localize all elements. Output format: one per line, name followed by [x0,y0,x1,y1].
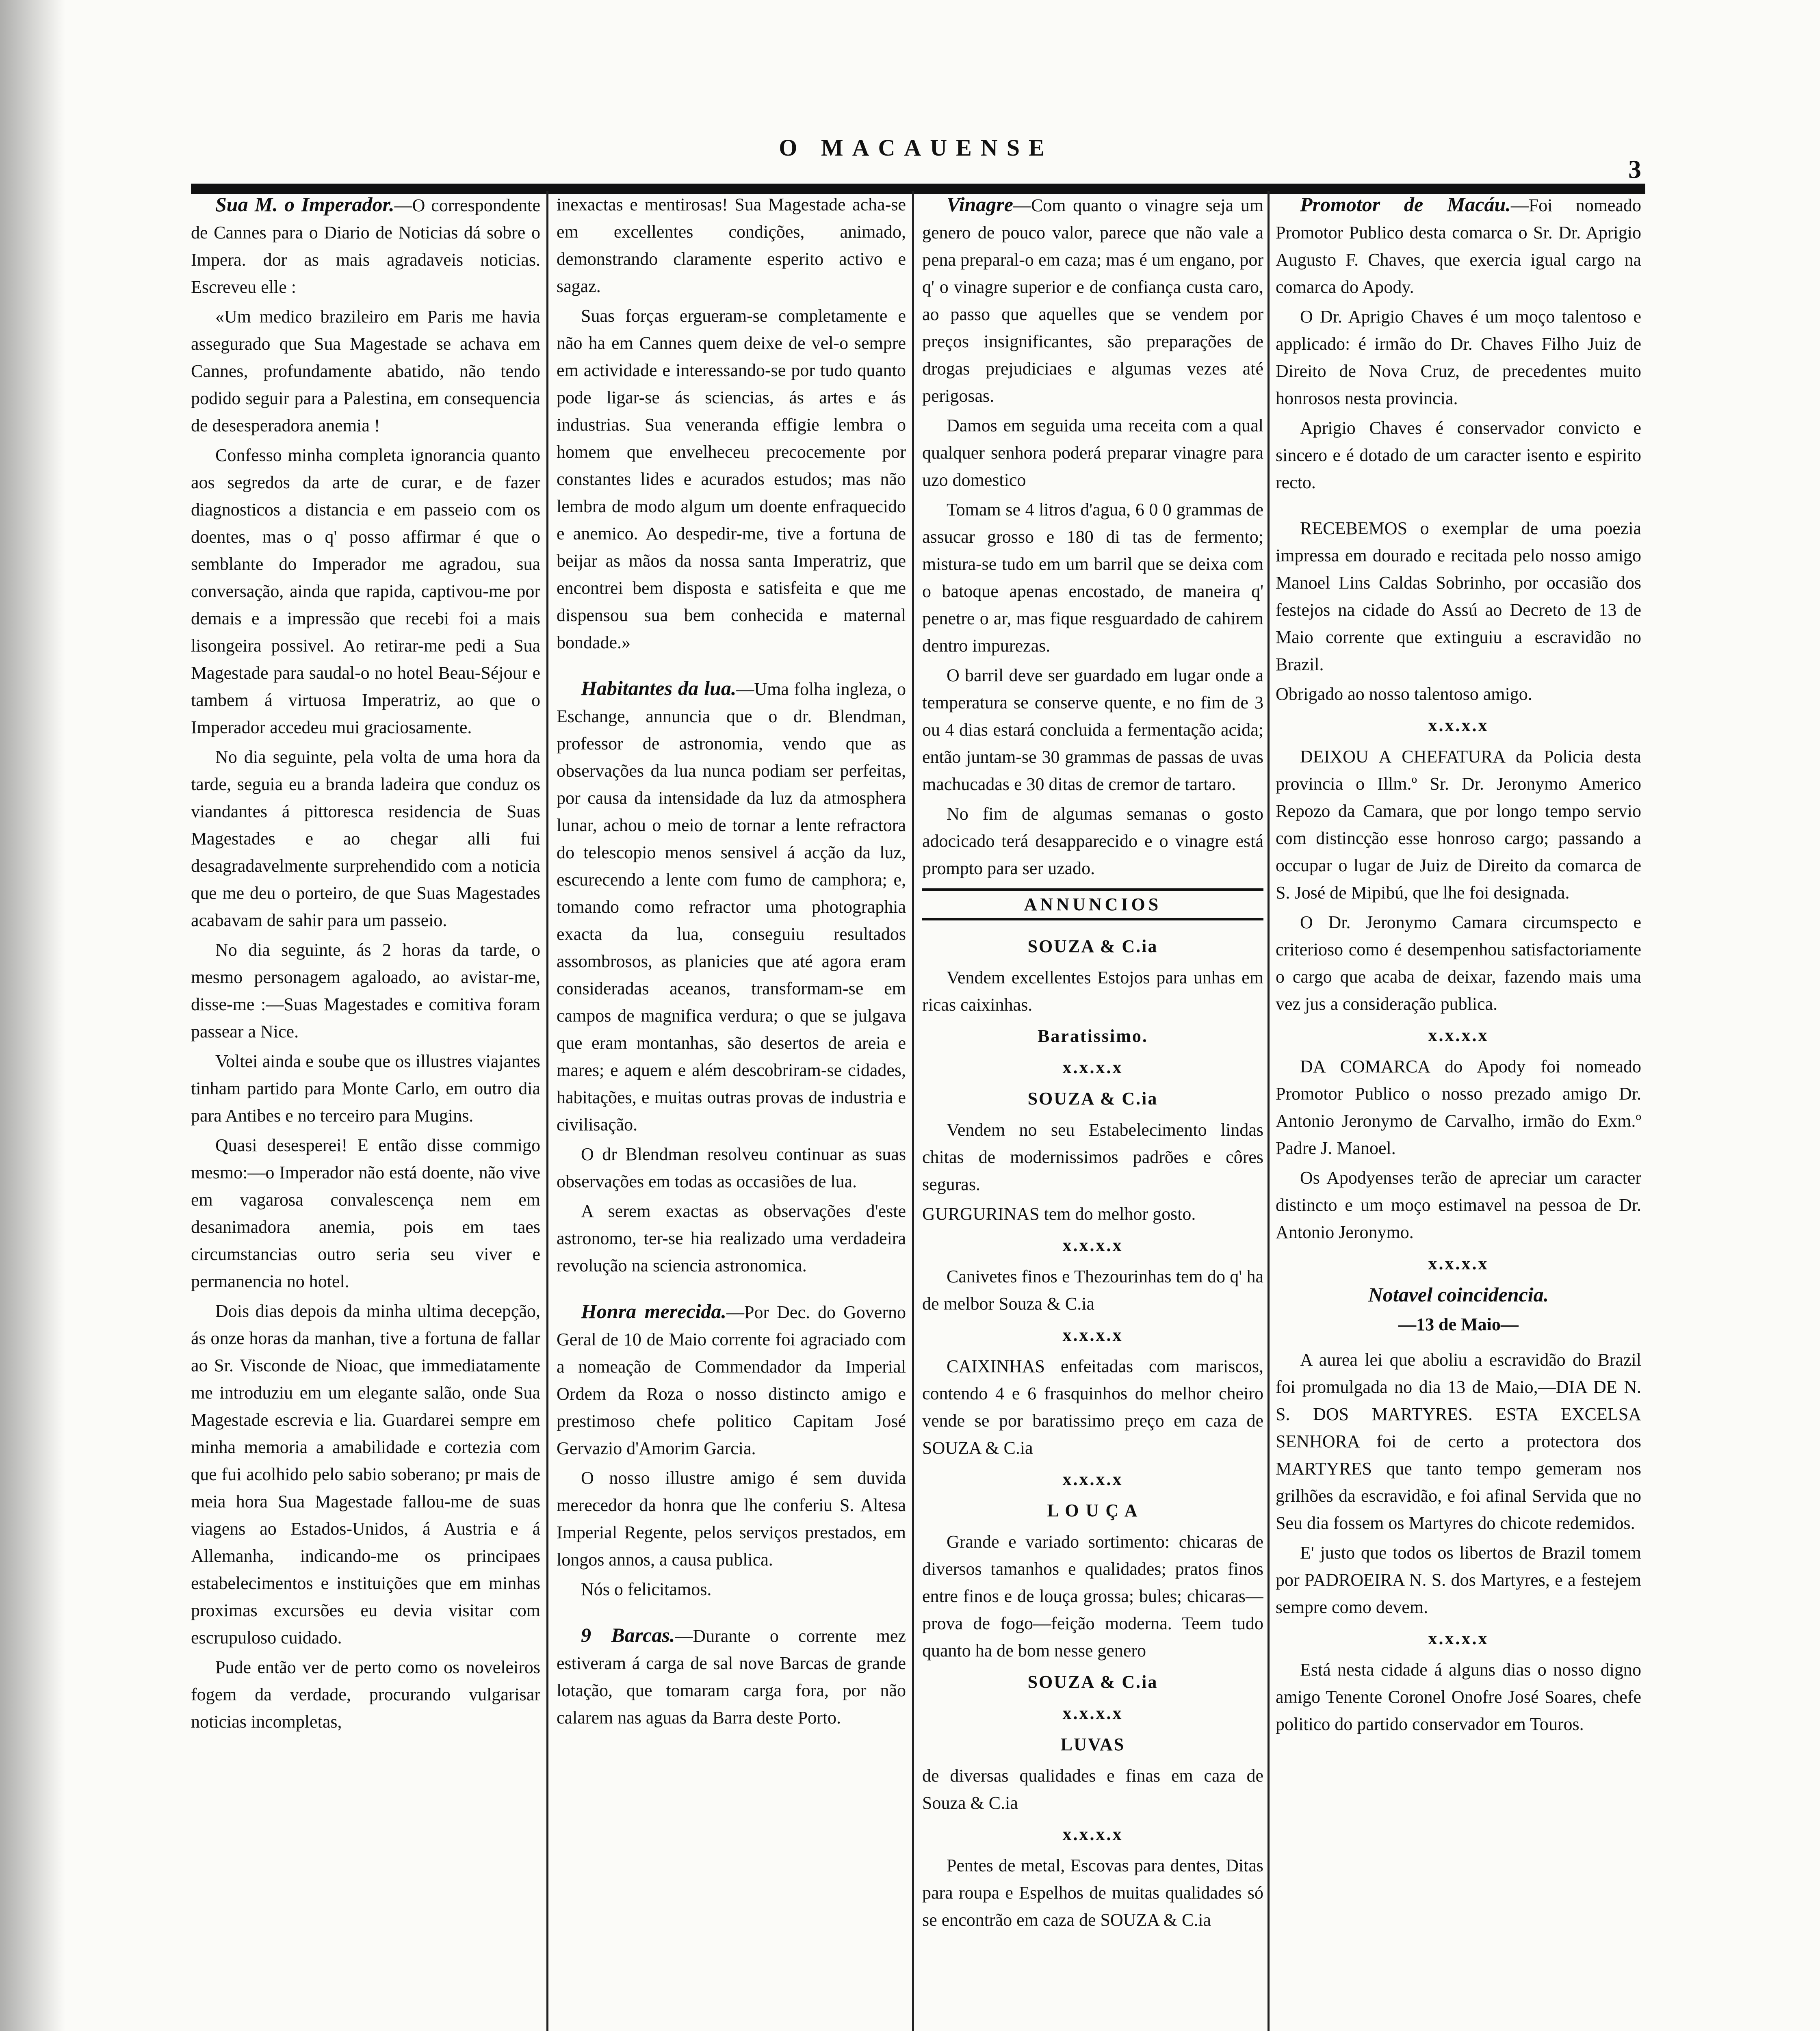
separator: x.x.x.x [1428,715,1489,735]
article-heading: Sua M. o Imperador. [215,193,394,216]
article-heading: 9 Barcas. [581,1624,675,1646]
paragraph: DA COMARCA do Apody foi nomeado Promotor Publico o nosso prezado amigo Dr. Antonio Jeronymo de Carvalho, irmão do Exm.º Padre J. Manoel. [1276,1057,1641,1158]
paragraph: Confesso minha completa ignorancia quanto aos segredos da arte de curar, e de fazer diagnosticos a distancia e em passeio com os doentes, mas o q' posso affirmar é que o semblante do Imperador me agradou, sua conversação, ainda que rapida, captivou-me por demais e a impressão que recebi foi a mais lisongeira possivel. Ao retirar-me pedi a Sua Magestade para saudal-o no hotel Beau-Séjour e tambem á virtuosa Imperatriz, ao que o Imperador accedeu mui graciosamente. [191,445,540,737]
article-heading: Honra merecida. [581,1300,726,1323]
paragraph: «Um medico brazileiro em Paris me havia assegurado que Sua Magestade se achava em Cannes, profundamente abatido, não tendo podido seguir para a Palestina, em consequencia de desesperadora anemia ! [191,307,540,435]
article-text: —Foi nomeado Promotor Publico desta comarca o Sr. Dr. Aprigio Augusto F. Chaves, que exercia igual cargo na comarca do Apody. [1276,195,1641,297]
article-heading: Notavel coincidencia. [1368,1283,1549,1306]
separator: x.x.x.x [1062,1703,1123,1723]
advertiser-name: SOUZA & C.ia [1027,1672,1158,1692]
separator: x.x.x.x [1062,1824,1123,1844]
article-subheading: —13 de Maio— [1398,1314,1519,1334]
ad-text: CAIXINHAS enfeitadas com mariscos, contendo 4 e 6 frasquinhos do melhor cheiro vende se por baratissimo preço em caza de SOUZA & C.ia [922,1356,1263,1458]
paragraph: No fim de algumas semanas o gosto adocicado terá desapparecido e o vinagre está prompto para ser uzado. [922,804,1263,878]
paragraph: O Dr. Jeronymo Camara circumspecto e criterioso como é desempenhou satisfactoriamente o cargo que acaba de deixar, fazendo mais uma vez jus a consideração publica. [1276,912,1641,1014]
paragraph: Suas forças ergueram-se completamente e não ha em Cannes quem deixe de vel-o sempre em actividade e interessando-se por tudo quanto pode ligar-se ás sciencias, ás artes e ás industrias. Sua veneranda effigie lembra o homem que envelheceu precocemente por constantes lides e acurados estudos; mas não lembra de modo algum um doente enfraquecido e anemico. Ao despedir-me, tive a fortuna de beijar as mãos da nossa santa Imperatriz, que encontrei bem disposta e satisfeita e que me dispensou sua bem conhecida e maternal bondade.» [557,306,906,652]
paragraph: Damos em seguida uma receita com a qual qualquer senhora poderá preparar vinagre para uzo domestico [922,416,1263,490]
scan-edge-shadow [0,0,65,2031]
article-text: —Por Dec. do Governo Geral de 10 de Maio corrente foi agraciado com a nomeação de Commendador da Imperial Ordem da Roza o nosso distincto amigo e prestimoso chefe politico Capitam José Gervazio d'Amorim Garcia. [557,1302,906,1458]
column-divider [1268,191,1270,2031]
column-4 [1276,191,1641,2031]
paragraph: A aurea lei que aboliu a escravidão do Brazil foi promulgada no dia 13 de Maio,—DIA DE N. S. DOS MARTYRES. ESTA EXCELSA SENHORA foi de certo a protectora dos MARTYRES que tanto tempo gemeram nos grilhões da escravidão, e foi afinal Servida que no Seu dia fossem os Martyres do chicote redemidos. [1276,1350,1641,1533]
ad-title: LUVAS [1060,1734,1125,1754]
advertiser-name: SOUZA & C.ia [1027,1089,1158,1109]
article-heading: Habitantes da lua. [581,677,737,699]
paragraph: Está nesta cidade á alguns dias o nosso digno amigo Tenente Coronel Onofre José Soares, chefe politico do partido conservador em Touros. [1276,1660,1641,1734]
paragraph: Nós o felicitamos. [581,1579,712,1599]
paragraph: Os Apodyenses terão de apreciar um caracter distincto e um moço estimavel na pessoa de Dr. Antonio Jeronymo. [1276,1168,1641,1242]
ad-text: Grande e variado sortimento: chicaras de diversos tamanhos e qualidades; pratos finos entre finos e de louça grossa; bules; chicaras—prova de fogo—feição moderna. Teem tudo quanto ha de bom nesse genero [922,1532,1263,1661]
paragraph: O barril deve ser guardado em lugar onde a temperatura se conserve quente, e no fim de 3 ou 4 dias estará concluida a fermentação acida; então juntam-se 30 grammas de passas de uvas machucadas e 30 ditas de cremor de tartaro. [922,665,1263,794]
separator: x.x.x.x [1428,1025,1489,1045]
paragraph: No dia seguinte, ás 2 horas da tarde, o mesmo personagem agaloado, ao avistar-me, disse-me :—Suas Magestades e comitiva foram passear a Nice. [191,940,540,1041]
paragraph: Voltei ainda e soube que os illustres viajantes tinham partido para Monte Carlo, em outro dia para Antibes e no terceiro para Mugins. [191,1051,540,1126]
column-2 [557,191,906,2031]
spacer [557,1605,906,1622]
article-habitantes-da-lua [557,675,906,1138]
paragraph: O dr Blendman resolveu continuar as suas observações em todas as occasiões de lua. [557,1144,906,1191]
separator: x.x.x.x [1062,1325,1123,1345]
ad-text: de diversas qualidades e finas em caza de Souza & C.ia [922,1766,1263,1813]
paragraph: No dia seguinte, pela volta de uma hora da tarde, seguia eu a branda ladeira que conduz os viandantes á pittoresca residencia de Suas Magestades e ao chegar alli fui desagradavelmente surprehendido com a noticia que me deu o porteiro, de que Suas Magestades acabavam de sahir para um passeio. [191,747,540,930]
article-text: —O correspondente de Cannes para o Diario de Noticias dá sobre o Impera. dor as mais agradaveis noticias. Escreveu elle : [191,195,540,297]
spacer [1276,498,1641,515]
article-heading: Vinagre [947,193,1013,216]
spacer [557,658,906,675]
paragraph: A serem exactas as observações d'este astronomo, ter-se hia realizado uma verdadeira revolução na sciencia astronomica. [557,1201,906,1275]
page-number: 3 [1628,155,1641,184]
ad-text: Canivetes finos e Thezourinhas tem do q' ha de melbor Souza & C.ia [922,1267,1263,1314]
ad-text: Pentes de metal, Escovas para dentes, Ditas para roupa e Espelhos de muitas qualidades só se encontrão em caza de SOUZA & C.ia [922,1856,1263,1930]
article-text: —Uma folha ingleza, o Eschange, annuncia que o dr. Blendman, professor de astronomia, vendo que as observações da lua nunca podiam ser perfeitas, por causa da intensidade da luz da atmosphera lunar, achou o meio de tornar a lente refractora do telescopio menos sensivel á acção da luz, escurecendo a lente com fumo de camphora; e, tomando como refractor uma photographia exacta da lua, conseguiu resultados assombrosos, as planicies que até agora eram consideradas aceanos, transformam-se em campos de magnifica verdura; o que se julgava que eram montanhas, são desertos de areia e mares; e aquem e além descobriram-se cidades, habitações, e muitas outras provas de industria e civilisação. [557,679,906,1135]
article-promotor-de-macau [1276,191,1641,301]
column-1 [191,191,540,2031]
article-heading: Promotor de Macáu. [1300,193,1511,216]
column-3 [922,191,1263,2031]
ad-title: L O U Ç A [1047,1501,1139,1520]
separator: x.x.x.x [1428,1628,1489,1648]
separator: x.x.x.x [1062,1057,1123,1077]
paragraph: Dois dias depois da minha ultima decepção, ás onze horas da manhan, tive a fortuna de fallar ao Sr. Visconde de Nioac, que immediatamente me introduziu em um elegante salão, onde Sua Magestade escrevia e lia. Guardarei sempre em minha memoria a amabilidade e cortezia com que fui acolhido pelo sabio soberano; pr mais de meia hora Sua Magestade fallou-me de suas viagens ao Estados-Unidos, á Austria e á Allemanha, indicando-me os principaes estabelecimentos e instituições que em minhas proximas excursões eu devia visitar com escrupuloso cuidado. [191,1301,540,1648]
article-sua-m-o-imperador [191,191,540,301]
advertiser-name: SOUZA & C.ia [1027,936,1158,956]
paragraph: Obrigado ao nosso talentoso amigo. [1276,684,1532,704]
ad-text: GURGURINAS tem do melhor gosto. [922,1204,1196,1224]
paragraph: inexactas e mentirosas! Sua Magestade acha-se em excellentes condições, animado, demonstrando claramente esperito activo e sagaz. [557,195,906,296]
article-text: —Durante o corrente mez estiveram á carga de sal nove Barcas de grande lotação, que tomaram carga fora, por não calarem nas aguas da Barra deste Porto. [557,1626,906,1728]
paragraph: RECEBEMOS o exemplar de uma poezia impressa em dourado e recitada pelo nosso amigo Manoel Lins Caldas Sobrinho, por occasião dos festejos na cidade do Assú ao Decreto de 13 de Maio corrente que extinguiu a escravidão no Brazil. [1276,518,1641,674]
column-divider [912,191,914,2031]
article-vinagre [922,191,1263,409]
article-honra-merecida [557,1298,906,1462]
paragraph: Pude então ver de perto como os noveleiros fogem da verdade, procurando vulgarisar noticias incompletas, [191,1657,540,1732]
paragraph: Aprigio Chaves é conservador convicto e sincero e é dotado de um caracter isento e espirito recto. [1276,418,1641,492]
ad-text: Baratissimo. [1038,1026,1148,1046]
paragraph: Quasi desesperei! E então disse commigo mesmo:—o Imperador não está doente, não vive em vagarosa convalescença nem em desanimadora anemia, pois em taes circumstancias outro seria seu viver e permanencia no hotel. [191,1135,540,1291]
separator: x.x.x.x [1062,1235,1123,1255]
article-9-barcas [557,1622,906,1731]
paragraph: O Dr. Aprigio Chaves é um moço talentoso e applicado: é irmão do Dr. Chaves Filho Juiz de Direito de Nova Cruz, de precedentes muito honrosos nesta provincia. [1276,307,1641,408]
separator: x.x.x.x [1062,1469,1123,1489]
masthead-title: O MACAUENSE [779,134,1053,161]
paragraph: Tomam se 4 litros d'agua, 6 0 0 grammas de assucar grosso e 180 di tas de fermento; mistura-se tudo em um barril que se deixa com o batoque apenas encostado, de maneira q' penetre o ar, mas fique resguardado de cahirem dentro impurezas. [922,500,1263,656]
paragraph: E' justo que todos os libertos de Brazil tomem por PADROEIRA N. S. dos Martyres, e a festejem sempre como devem. [1276,1543,1641,1617]
article-text: —Com quanto o vinagre seja um genero de pouco valor, parece que não vale a pena preparal-o em caza; mas é um engano, por q' o vinagre superior e de confiança custa caro, ao passo que aquelles que se vendem por preços insignificantes, são preparações de drogas prejudiciaes e algumas vezes até perigosas. [922,195,1263,406]
paragraph: O nosso illustre amigo é sem duvida merecedor da honra que lhe conferiu S. Altesa Imperial Regente, pelos serviços prestados, em longos annos, a causa publica. [557,1468,906,1570]
column-divider [546,191,548,2031]
ads-section-heading: ANNUNCIOS [922,888,1263,920]
spacer [557,1282,906,1298]
paragraph: DEIXOU A CHEFATURA da Policia desta provincia o Illm.º Sr. Dr. Jeronymo Americo Repozo da Camara, que por longo tempo servio com distincção esse honroso cargo; passando a occupar o lugar de Juiz de Direito da comarca de S. José de Mipibú, que lhe foi designada. [1276,747,1641,903]
ad-text: Vendem no seu Estabelecimento lindas chitas de modernissimos padrões e côres seguras. [922,1120,1263,1194]
separator: x.x.x.x [1428,1254,1489,1273]
ad-text: Vendem excellentes Estojos para unhas em ricas caixinhas. [922,968,1263,1015]
